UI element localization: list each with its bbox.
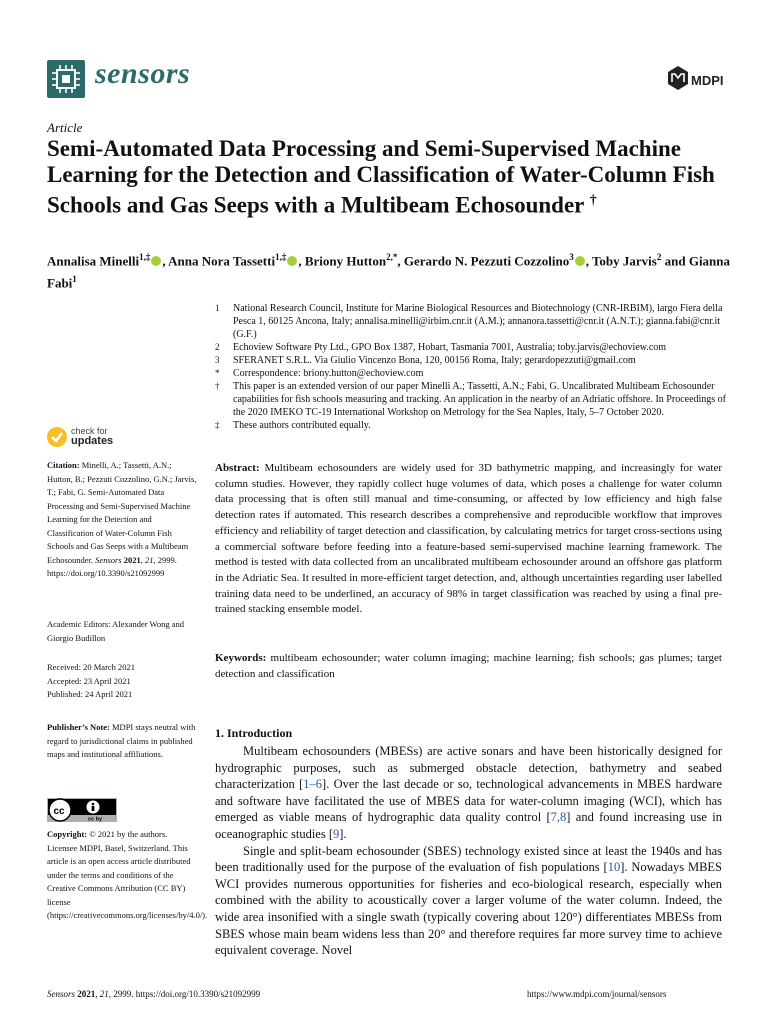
- publisher-note-text: MDPI stays neutral with regard to jurisdictional claims in published maps and institutional affiliations.: [47, 722, 196, 759]
- publisher-note-label: Publisher’s Note:: [47, 722, 110, 732]
- footer-journal-url[interactable]: https://www.mdpi.com/journal/sensors: [527, 989, 667, 999]
- affiliation-mark: 2: [215, 342, 220, 352]
- affiliation-text: This paper is an extended version of our paper Minelli A.; Tassetti, A.N.; Fabi, G. Uncalibrated Multibeam Echosounder capabilities for fish schools measuring and tracking. An application in the nearby of an Adriatic offshore. In Proceedings of the 2020 IMEKO TC-19 International Workshop on Metrology for the Sea Naples, Italy, 5–7 October 2020.: [233, 381, 727, 418]
- citation-block: Citation: Minelli, A.; Tassetti, A.N.; Hutton, B.; Pezzuti Cozzolino, G.N.; Jarvis, T.; Fabi, G. Semi-Automated Data Processing and Semi-Supervised Machine Learning for the Detection and Classification of Water-Column Fish Schools and Gas Seeps with a Multibeam Echosounder. Sensors 2021, 21, 2999. https://doi.org/10.3390/s21092999: [47, 460, 197, 578]
- affiliation-text: SFERANET S.R.L. Via Giulio Vincenzo Bona, 120, 00156 Roma, Italy; gerardopezzuti@gmail.com: [233, 355, 636, 366]
- copyright-block: [47, 828, 208, 923]
- academic-editors: Academic Editors: Alexander Wong and Giorgio Budillon: [47, 619, 185, 643]
- affiliation-mark: †: [215, 381, 220, 391]
- abstract-label: Abstract:: [215, 462, 260, 474]
- affiliation-text: Correspondence: briony.hutton@echoview.com: [233, 368, 424, 379]
- citation-text: Minelli, A.; Tassetti, A.N.; Hutton, B.; Pezzuti Cozzolino, G.N.; Jarvis, T.; Fabi, G. Semi-Automated Data Processing and Semi-Supervised Machine Learning for the Detection and Classification of Water-Column Fish Schools and Gas Seeps with a Multibeam Echosounder.: [47, 460, 197, 565]
- journal-name: sensors: [95, 57, 191, 90]
- paragraph-text: ]. Nowadays MBES WCI provides numerous opportunities for fisheries and eco-biological research, especially when combined with the ability to acoustically cover a larger volume of the water column. Indeed, the wide area insonified with a single swath (typically covering about 120°) differentiates MBESs from SBES whose main beam widens less than 20° and therefore requires far more survey time to achieve equivalent coverage. Novel: [215, 860, 723, 958]
- author-affiliation-mark: 2: [656, 252, 662, 262]
- reference-link[interactable]: 9: [333, 826, 340, 841]
- body-text: [215, 743, 722, 959]
- affiliation-item: [215, 302, 735, 341]
- article-type: Article: [47, 120, 83, 135]
- svg-text:cc: cc: [53, 806, 65, 817]
- paragraph-text: ]. Over the last decade or so, technological advancements in MBES hardware and software have facilitated the use of MBES data for water-column imaging (WCI), which has emerged as viable means of hydrographic data quality control [: [215, 777, 722, 825]
- author-affiliation-mark: 3: [569, 252, 574, 262]
- footer-doi[interactable]: , 2999. https://doi.org/10.3390/s21092999: [108, 989, 261, 999]
- publisher-logo: [668, 64, 723, 96]
- author-name: Toby Jarvis: [591, 253, 657, 269]
- author-affiliation-mark: 1,‡: [275, 252, 287, 262]
- updates-line2: updates: [71, 435, 114, 447]
- copyright-label: Copyright:: [47, 829, 88, 839]
- check-for-updates-button[interactable]: [47, 427, 127, 449]
- section-heading: 1. Introduction: [215, 726, 293, 740]
- publisher-name: MDPI: [691, 73, 723, 88]
- author-affiliation-mark: 2,*: [386, 252, 398, 262]
- affiliation-item: [215, 341, 735, 354]
- paragraph-text: ] and found increasing use in oceanographic studies [: [215, 810, 722, 841]
- orcid-icon[interactable]: [575, 256, 585, 266]
- paragraph-text: ].: [339, 826, 347, 841]
- cc-by-license-icon[interactable]: [47, 798, 117, 822]
- citation-doi[interactable]: , 2999. https://doi.org/10.3390/s21092999: [47, 554, 177, 578]
- author-affiliation-mark: 1: [72, 274, 77, 285]
- author-name: Gerardo N. Pezzuti Cozzolino: [403, 253, 570, 269]
- orcid-icon[interactable]: [151, 256, 161, 266]
- footer-citation: Sensors 2021, 21, 2999. https://doi.org/10.3390/s21092999: [47, 989, 261, 999]
- affiliation-mark: *: [215, 368, 220, 378]
- affiliation-mark: 3: [215, 355, 220, 365]
- paragraph-text: Single and split-beam echosounder (SBES) technology existed since at least the 1940s and has been traditionally used for the purpose of the evaluation of fish populations [: [215, 843, 722, 875]
- citation-year: 2021: [123, 554, 141, 565]
- title-footnote-mark: †: [589, 193, 597, 208]
- paragraph: [215, 843, 722, 959]
- check-icon: [47, 427, 67, 447]
- affiliation-text: National Research Council, Institute for Marine Biological Resources and Biotechnology (CNR-IRBIM), largo Fiera della Pesca 1, 60125 Ancona, Italy; annalisa.minelli@irbim.cnr.it (A.M.); annanora.tassetti@cnr.it (A.N.T.); gianna.fabi@cnr.it (G.F.): [233, 303, 723, 340]
- dates-block: [47, 661, 197, 702]
- affiliation-mark: 1: [215, 303, 220, 313]
- updates-line1: check for: [71, 426, 108, 436]
- page-title: [47, 136, 737, 219]
- affiliation-item: [215, 367, 735, 380]
- abstract-text: Multibeam echosounders are widely used for 3D bathymetric mapping, and increasingly for water column studies. However, they rapidly collect huge volumes of data, which poses a challenge for water column data processing that is often still manual and time-consuming, or affected by low efficiency and high false detection rates if automated. This research describes a comprehensive and reproducible workflow that improves efficiency and reliability of target detection and classification, by calculating metrics for target cross-sections using a commercial software before feeding into a feature-based semi-supervised machine learning framework. The method is tested with data collected from an uncalibrated multibeam echosounder around an offshore gas platform in the Adriatic Sea. It resulted in more-efficient target detection, and, although uncertainties regarding user labelled training data need to be underlined, an accuracy of 98% in target classification was reached by using a final pre-trained stacking ensemble model.: [215, 462, 722, 616]
- copyright-text: © 2021 by the authors. Licensee MDPI, Basel, Switzerland. This article is an open access article distributed under the terms and conditions of the Creative Commons Attribution (CC BY) license (https://creativecommons.org/licenses/by/4.0/).: [47, 829, 208, 920]
- reference-link[interactable]: 1–6: [303, 777, 323, 792]
- affiliation-mark: ‡: [215, 420, 220, 430]
- footer-journal: Sensors: [47, 989, 76, 999]
- reference-link[interactable]: 7,8: [550, 810, 567, 825]
- affiliation-text: Echoview Software Pty Ltd., GPO Box 1387, Hobart, Tasmania 7001, Australia; toby.jarvis@echoview.com: [233, 342, 667, 353]
- publisher-note: [47, 721, 197, 762]
- journal-logo-icon: [47, 60, 85, 98]
- footer-year: 2021: [77, 989, 96, 999]
- keywords-text: multibeam echosounder; water column imaging; machine learning; fish schools; gas plumes; target detection and classification: [215, 652, 722, 680]
- author-name: Briony Hutton: [304, 253, 387, 269]
- affiliations: [215, 302, 735, 432]
- affiliation-item: [215, 354, 735, 367]
- paragraph: [215, 743, 722, 843]
- citation-volume: 21: [145, 554, 154, 565]
- abstract: [215, 461, 722, 618]
- citation-label: Citation:: [47, 460, 80, 470]
- affiliation-text: These authors contributed equally.: [233, 420, 371, 431]
- affiliation-item: [215, 380, 735, 419]
- author-list: Annalisa Minelli$^{1,\ddagger}$ , Anna Nora Tassetti$^{1,\ddagger}$ , Briony Hutton$^{2,*}$, Gerardo N. Pezzuti Cozzolino$^3$ , Toby Jarvis$^2$ and Gianna Fabi$^1$: [47, 252, 731, 291]
- author-affiliation-mark: 1,‡: [139, 252, 151, 262]
- date-received: Received: 20 March 2021: [47, 662, 136, 672]
- keywords: [215, 651, 722, 682]
- orcid-icon[interactable]: [287, 256, 297, 266]
- date-published: Published: 24 April 2021: [47, 689, 133, 699]
- reference-link[interactable]: 10: [607, 860, 621, 875]
- author-name: Anna Nora Tassetti: [168, 253, 276, 269]
- date-accepted: Accepted: 23 April 2021: [47, 675, 131, 686]
- affiliation-item: [215, 419, 735, 432]
- title-text: Semi-Automated Data Processing and Semi-Supervised Machine Learning for the Detection and Classification of Water-Column Fish Schools and Gas Seeps with a Multibeam Echosounder: [47, 136, 715, 218]
- author-name: Gianna Fabi: [47, 253, 731, 291]
- citation-journal: Sensors: [95, 554, 122, 565]
- paragraph-text: Multibeam echosounders (MBESs) are active sonars and have been historically designed for hydrographic purposes, such as submerged obstacle detection, bathymetry and seabed characterization [: [215, 744, 722, 792]
- author-name: Annalisa Minelli: [47, 253, 140, 269]
- keywords-label: Keywords:: [215, 652, 267, 664]
- footer-volume: 21: [99, 989, 109, 999]
- cc-badge-label: cc by: [88, 816, 103, 822]
